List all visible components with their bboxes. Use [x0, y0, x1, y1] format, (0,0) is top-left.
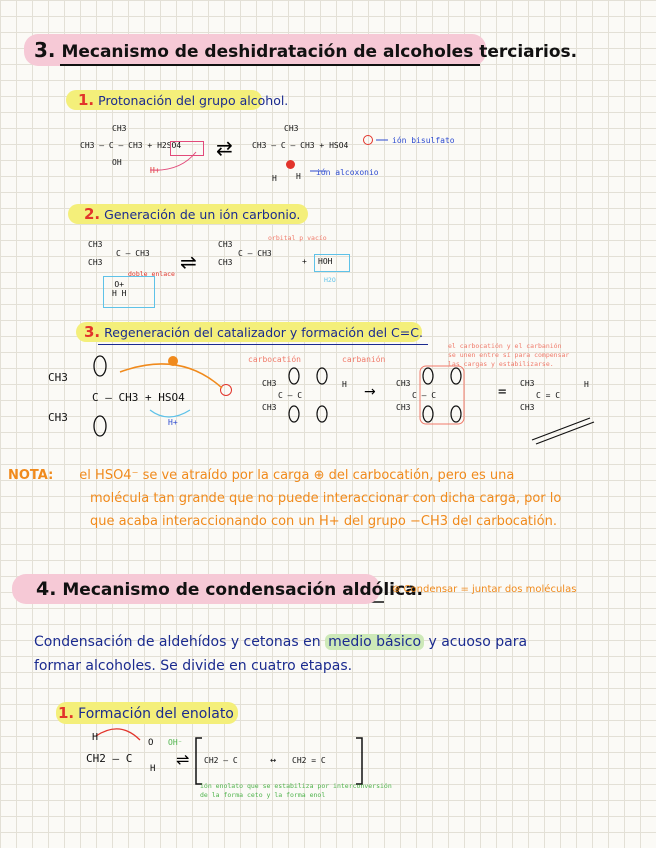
enolate-resonance-1: CH2 — C	[204, 756, 238, 765]
step1-h-plus: H+	[150, 166, 160, 175]
step3-heading: 3. Regeneración del catalizador y formación del C=C.	[84, 323, 423, 341]
step1-product: CH3 CH3 — C — CH3 + HSO4	[252, 124, 349, 150]
note-marker: NOTA:	[8, 468, 54, 483]
step3-equals: =	[498, 384, 507, 400]
note-line-1: NOTA: el HSO4⁻ se ve atraído por la carga ⊕ del carbocatión, pero es una	[8, 468, 515, 483]
section3-number: 3.	[34, 38, 56, 62]
section4-paragraph	[34, 630, 634, 678]
note-block	[8, 464, 648, 533]
step2-product: CH3 C — CH3 CH3	[218, 240, 272, 267]
step1-h-left: H	[272, 174, 277, 183]
note-line-2: molécula tan grande que no puede interaccionar con dicha carga, por lo	[90, 491, 562, 506]
enolate-footnote: ión enolato que se estabiliza por interconversión de la forma ceto y la forma enol	[200, 782, 392, 799]
step1-reactant: CH3 CH3 — C — CH3 + H2SO4 OH	[80, 124, 182, 167]
enolate-oh: OH⁻	[168, 738, 183, 747]
enolate-resonance-arrow: ↔	[270, 755, 277, 766]
label-carbanion: carbanión	[342, 355, 386, 364]
label-carbocation: carbocatión	[248, 355, 301, 364]
step1-heading: 1. Protonación del grupo alcohol.	[78, 91, 289, 109]
step2-reactant: CH3 C — CH3 CH3	[88, 240, 150, 267]
step2-water: O+ H H	[112, 280, 127, 298]
step2-equilibrium-arrow: ⇌	[180, 250, 197, 274]
step2-heading: 2. Generación de un ión carbonio.	[84, 205, 301, 223]
step3-explanation: el carbocatión y el carbanión se unen entre sí para compensar las cargas y estabilizarse.	[448, 342, 570, 368]
step3-mid-h: H	[342, 380, 347, 389]
step2-red-note: doble enlace	[128, 270, 175, 278]
note-line-3: que acaba interaccionando con un H+ del grupo −CH3 del carbocatión.	[90, 514, 557, 529]
step2-hoh: HOH	[318, 257, 333, 266]
section4-side-note: ⊛ Condensar = juntar dos moléculas	[392, 584, 577, 595]
step3-product: CH3 C — C CH3	[396, 379, 437, 412]
section4-number: 4.	[36, 578, 57, 600]
enolate-h-top: H	[92, 732, 99, 743]
step3-final-h: H	[584, 380, 589, 389]
step2-plus: +	[302, 257, 307, 266]
step1-equilibrium-arrow: ⇄	[216, 136, 233, 160]
enolate-h: H	[150, 764, 156, 774]
enolate-equilibrium-arrow: ⇌	[176, 750, 190, 769]
step2-orbital-note: orbital p vacío	[268, 234, 327, 242]
enolate-main: CH2 — C	[86, 752, 133, 765]
label-bisulfato: ión bisulfato	[392, 136, 455, 145]
step1-h-right: H	[296, 172, 301, 181]
step3-final: CH3 C = C CH3	[520, 379, 561, 412]
step3-intermediate: CH3 C — C CH3	[262, 379, 303, 412]
step3-h-plus: H+	[168, 418, 178, 427]
para-highlight: medio básico	[325, 634, 424, 650]
section4-title: 4. Mecanismo de condensación aldólica.	[36, 578, 424, 600]
step3-reaction-arrow: →	[364, 384, 376, 400]
para-line-1: Condensación de aldehídos y cetonas en medio básico y acuoso para	[34, 634, 528, 650]
step3-reactant: CH3 C — CH3 + HSO4 CH3	[48, 371, 185, 424]
section3-title: 3. Mecanismo de deshidratación de alcoholes terciarios.	[34, 38, 578, 62]
step2-h2o: H2O	[324, 276, 336, 284]
s4-step1-heading: 1. Formación del enolato	[58, 704, 234, 722]
enolate-resonance-2: CH2 = C	[292, 756, 326, 765]
enolate-o: O	[148, 738, 154, 748]
para-line-2: formar alcoholes. Se divide en cuatro etapas.	[34, 658, 353, 674]
label-alcoxonio: ión alcoxonio	[316, 168, 379, 177]
